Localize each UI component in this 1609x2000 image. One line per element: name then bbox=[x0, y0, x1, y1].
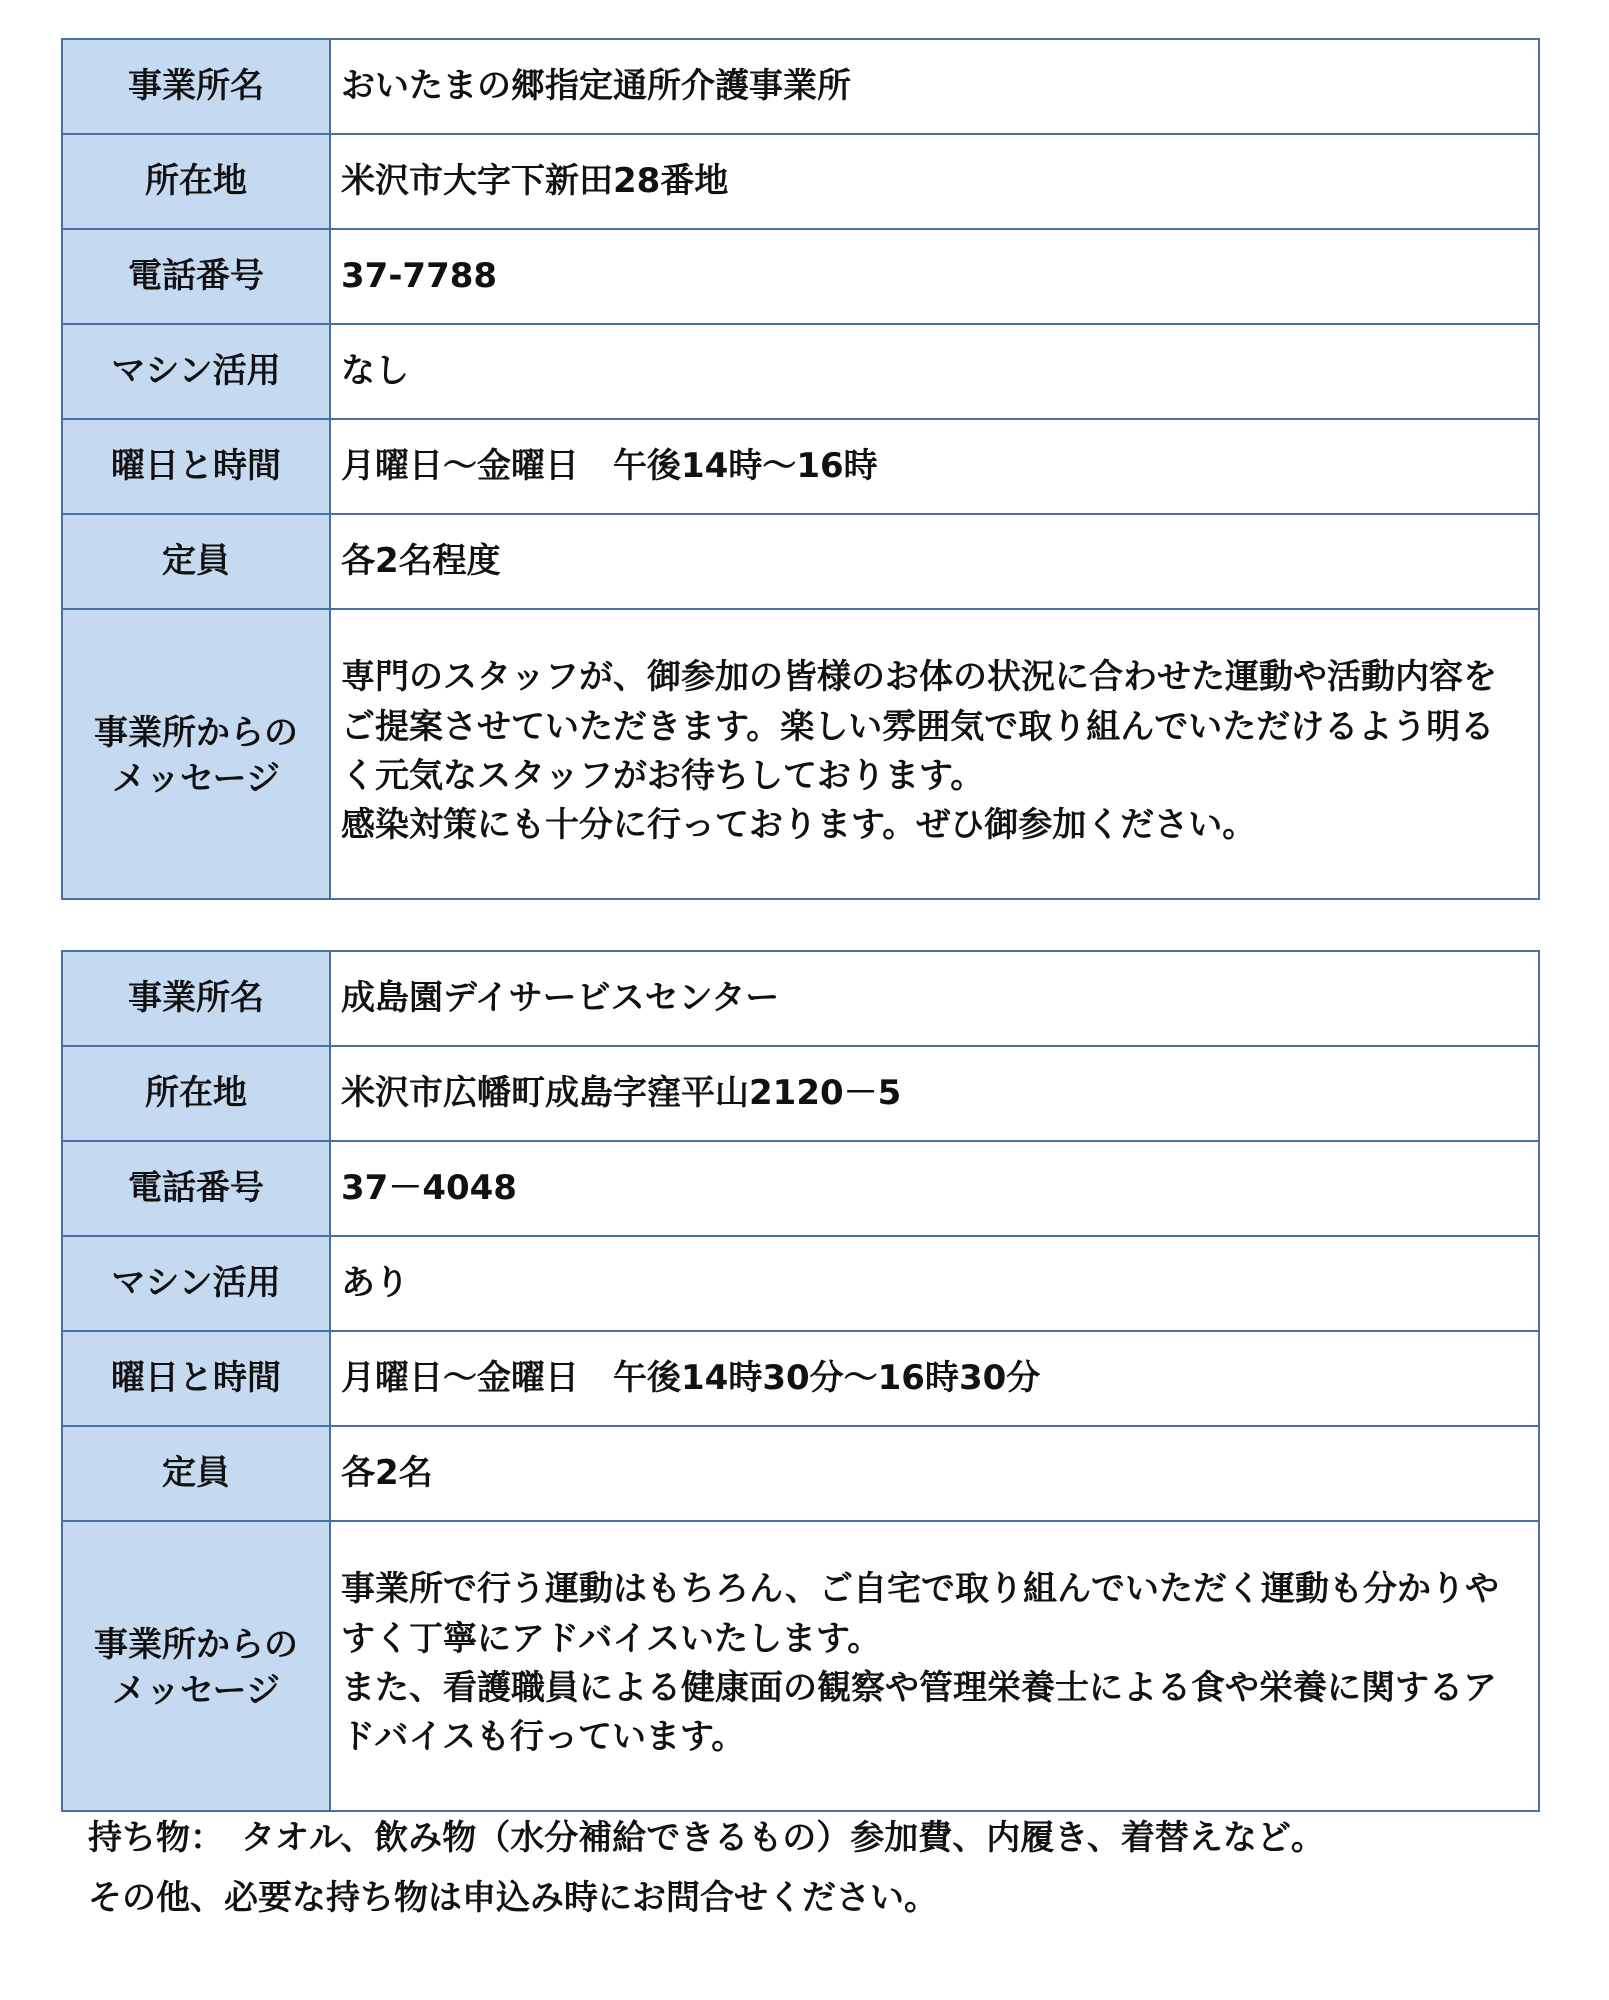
machine-use-label: マシン活用 bbox=[62, 1236, 330, 1331]
table-row bbox=[62, 1426, 1539, 1521]
capacity-label: 定員 bbox=[62, 514, 330, 609]
message-label-line1: 事業所からの bbox=[94, 1625, 298, 1666]
message-value bbox=[330, 609, 1539, 899]
schedule-label: 曜日と時間 bbox=[62, 1331, 330, 1426]
address-value: 米沢市広幡町成島字窪平山2120－5 bbox=[330, 1046, 1539, 1141]
table-row bbox=[62, 609, 1539, 899]
facility-name-value: 成島園デイサービスセンター bbox=[330, 951, 1539, 1046]
table-row bbox=[62, 514, 1539, 609]
table-row bbox=[62, 951, 1539, 1046]
table-row bbox=[62, 419, 1539, 514]
facility-name-label: 事業所名 bbox=[62, 951, 330, 1046]
message-text: 専門のスタッフが、御参加の皆様のお体の状況に合わせた運動や活動内容をご提案させていただきます。楽しい雰囲気で取り組んでいただけるよう明るく元気なスタッフがお待ちしております。 感染対策にも十分に行っております。ぜひ御参加ください。 bbox=[341, 657, 1497, 846]
facility-table-1 bbox=[61, 38, 1540, 900]
phone-value: 37-7788 bbox=[330, 229, 1539, 324]
table-row bbox=[62, 39, 1539, 134]
phone-label: 電話番号 bbox=[62, 229, 330, 324]
capacity-value: 各2名 bbox=[330, 1426, 1539, 1521]
facility-name-value: おいたまの郷指定通所介護事業所 bbox=[330, 39, 1539, 134]
table-row bbox=[62, 1236, 1539, 1331]
message-label-line1: 事業所からの bbox=[94, 713, 298, 754]
table-row bbox=[62, 229, 1539, 324]
facility-name-label: 事業所名 bbox=[62, 39, 330, 134]
capacity-value: 各2名程度 bbox=[330, 514, 1539, 609]
message-text: 事業所で行う運動はもちろん、ご自宅で取り組んでいただく運動も分かりやすく丁寧にアドバイスいたします。 また、看護職員による健康面の観察や管理栄養士による食や栄養に関するアドバイスも行っています。 bbox=[341, 1569, 1500, 1758]
belongings-note: 持ち物： タオル、飲み物（水分補給できるもの）参加費、内履き、着替えなど。 bbox=[88, 1818, 1325, 1858]
table-row bbox=[62, 1521, 1539, 1811]
schedule-label: 曜日と時間 bbox=[62, 419, 330, 514]
inquiry-note: その他、必要な持ち物は申込み時にお問合せください。 bbox=[88, 1878, 938, 1918]
table-row bbox=[62, 1046, 1539, 1141]
table-row bbox=[62, 134, 1539, 229]
machine-use-label: マシン活用 bbox=[62, 324, 330, 419]
capacity-label: 定員 bbox=[62, 1426, 330, 1521]
address-label: 所在地 bbox=[62, 1046, 330, 1141]
message-value bbox=[330, 1521, 1539, 1811]
machine-use-value: あり bbox=[330, 1236, 1539, 1331]
address-label: 所在地 bbox=[62, 134, 330, 229]
message-label bbox=[62, 609, 330, 899]
schedule-value: 月曜日～金曜日 午後14時～16時 bbox=[330, 419, 1539, 514]
message-label-line2: メッセージ bbox=[112, 1671, 280, 1711]
facility-table-2 bbox=[61, 950, 1540, 1812]
message-label bbox=[62, 1521, 330, 1811]
schedule-value: 月曜日～金曜日 午後14時30分～16時30分 bbox=[330, 1331, 1539, 1426]
table-row bbox=[62, 324, 1539, 419]
phone-value: 37－4048 bbox=[330, 1141, 1539, 1236]
phone-label: 電話番号 bbox=[62, 1141, 330, 1236]
message-label-line2: メッセージ bbox=[112, 759, 280, 799]
machine-use-value: なし bbox=[330, 324, 1539, 419]
address-value: 米沢市大字下新田28番地 bbox=[330, 134, 1539, 229]
table-row bbox=[62, 1141, 1539, 1236]
table-row bbox=[62, 1331, 1539, 1426]
